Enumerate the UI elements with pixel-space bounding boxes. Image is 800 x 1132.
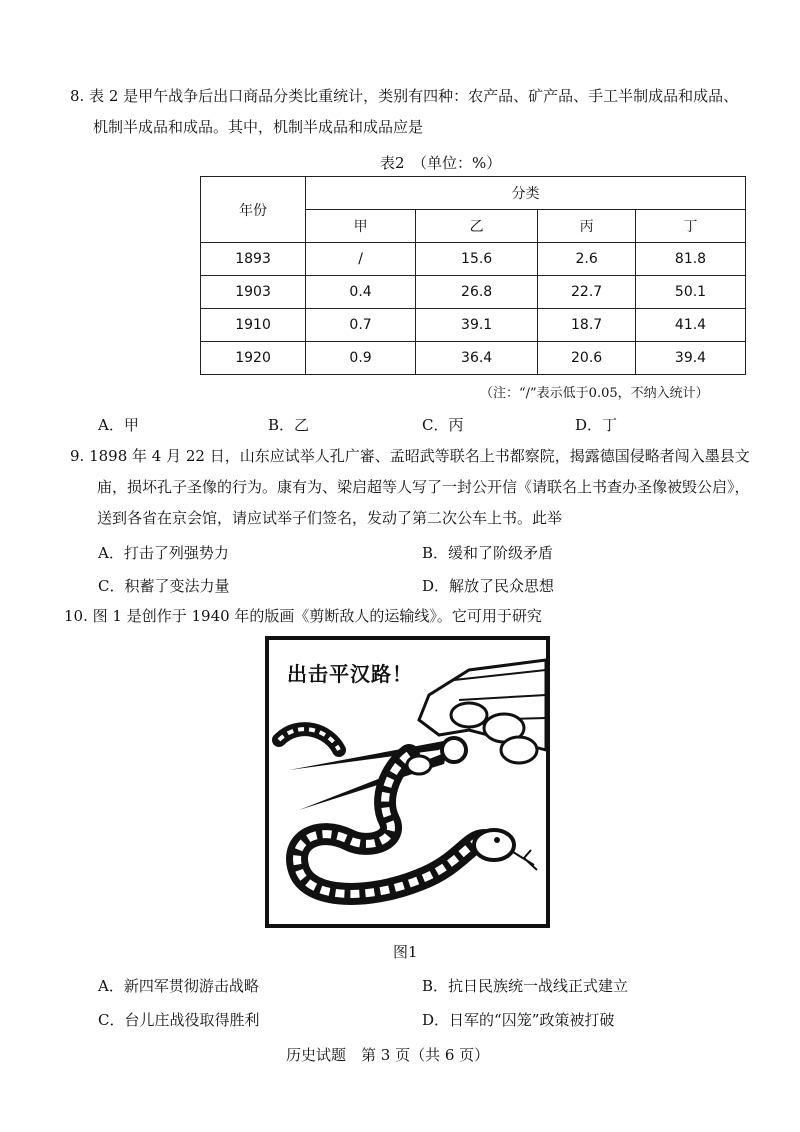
col-header: 丙 bbox=[538, 210, 636, 243]
q10-option-d[interactable]: D．日军的“囚笼”政策被打破 bbox=[422, 1011, 615, 1029]
cell: 0.9 bbox=[306, 342, 416, 375]
cell: 22.7 bbox=[538, 276, 636, 309]
col-header: 乙 bbox=[416, 210, 538, 243]
woodcut-figure bbox=[265, 636, 550, 928]
q8-stem-line1 bbox=[70, 86, 738, 106]
q8-stem-line2: 机制半成品和成品。其中，机制半成品和成品应是 bbox=[93, 118, 424, 136]
row-year: 1910 bbox=[201, 309, 306, 342]
cell: 36.4 bbox=[416, 342, 538, 375]
table-row bbox=[201, 243, 746, 276]
cell: 81.8 bbox=[635, 243, 745, 276]
table-row bbox=[201, 276, 746, 309]
q8-option-b[interactable]: B．乙 bbox=[268, 416, 310, 434]
cell: 50.1 bbox=[635, 276, 745, 309]
figure-caption: 图1 bbox=[393, 943, 418, 961]
table-row bbox=[201, 309, 746, 342]
cell: 39.1 bbox=[416, 309, 538, 342]
q9-option-c[interactable]: C．积蓄了变法力量 bbox=[98, 577, 230, 595]
q10-number: 10. bbox=[64, 607, 88, 625]
table-title: 表2 （单位：%） bbox=[380, 154, 502, 172]
q9-option-a[interactable]: A．打击了列强势力 bbox=[98, 544, 229, 562]
header-group: 分类 bbox=[306, 177, 746, 210]
row-year: 1893 bbox=[201, 243, 306, 276]
q8-option-d[interactable]: D．丁 bbox=[575, 416, 618, 434]
col-header: 甲 bbox=[306, 210, 416, 243]
cell: 26.8 bbox=[416, 276, 538, 309]
q8-option-a[interactable]: A．甲 bbox=[98, 416, 139, 434]
row-year: 1920 bbox=[201, 342, 306, 375]
export-table bbox=[200, 176, 746, 375]
cell: 15.6 bbox=[416, 243, 538, 276]
cell: / bbox=[306, 243, 416, 276]
q9-stem-line1 bbox=[70, 446, 750, 466]
q9-option-d[interactable]: D．解放了民众思想 bbox=[422, 577, 555, 595]
scissors-snake-illustration bbox=[269, 640, 546, 924]
woodcut-slogan: 出击平汉路！ bbox=[287, 662, 413, 686]
header-year: 年份 bbox=[201, 177, 306, 243]
q9-number: 9. bbox=[70, 447, 85, 465]
cell: 18.7 bbox=[538, 309, 636, 342]
cell: 20.6 bbox=[538, 342, 636, 375]
q9-option-b[interactable]: B．缓和了阶级矛盾 bbox=[422, 544, 554, 562]
table-note: （注：“/”表示低于0.05，不纳入统计） bbox=[480, 386, 709, 401]
q10-option-a[interactable]: A．新四军贯彻游击战略 bbox=[98, 977, 259, 995]
q8-option-c[interactable]: C．丙 bbox=[422, 416, 464, 434]
q10-stem-line1 bbox=[64, 606, 542, 626]
cell: 0.7 bbox=[306, 309, 416, 342]
page-footer: 历史试题 第 3 页（共 6 页） bbox=[286, 1046, 490, 1064]
q10-option-b[interactable]: B．抗日民族统一战线正式建立 bbox=[422, 977, 629, 995]
table-header-row bbox=[201, 177, 746, 210]
cell: 2.6 bbox=[538, 243, 636, 276]
q8-number: 8. bbox=[70, 87, 85, 105]
cell: 0.4 bbox=[306, 276, 416, 309]
q10-option-c[interactable]: C．台儿庄战役取得胜利 bbox=[98, 1011, 260, 1029]
row-year: 1903 bbox=[201, 276, 306, 309]
q9-stem-line3: 送到各省在京会馆，请应试举子们签名，发动了第二次公车上书。此举 bbox=[97, 509, 563, 527]
q8-stem-text1: 表 2 是甲午战争后出口商品分类比重统计，类别有四种：农产品、矿产品、手工半制成品和成品、 bbox=[89, 87, 739, 105]
cell: 41.4 bbox=[635, 309, 745, 342]
cell: 39.4 bbox=[635, 342, 745, 375]
col-header: 丁 bbox=[635, 210, 745, 243]
q10-stem-text1: 图 1 是创作于 1940 年的版画《剪断敌人的运输线》。它可用于研究 bbox=[92, 607, 542, 625]
q9-stem-text1: 1898 年 4 月 22 日，山东应试举人孔广審、孟昭武等联名上书都察院，揭露德国侵略者闯入墨县文 bbox=[89, 447, 750, 465]
table-row bbox=[201, 342, 746, 375]
q9-stem-line2: 庙，损坏孔子圣像的行为。康有为、梁启超等人写了一封公开信《请联名上书查办圣像被毁公启》， bbox=[97, 478, 750, 496]
